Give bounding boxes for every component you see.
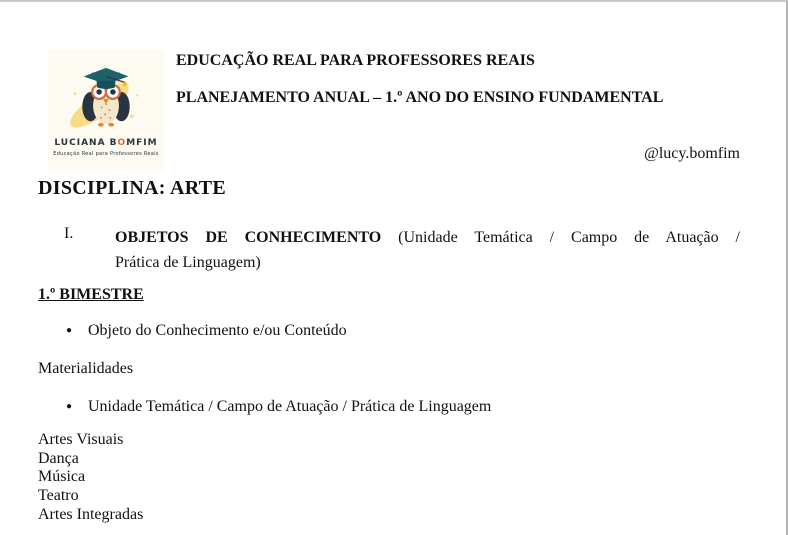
- bullet-item-thematic-unit: [66, 398, 491, 416]
- bullet-item-content-object: [66, 322, 347, 340]
- list-item: Teatro: [38, 487, 79, 505]
- section-heading: [115, 225, 740, 275]
- bullet-item-label: Objeto do Conhecimento e/ou Conteúdo: [88, 322, 347, 339]
- brand-tagline: Educação Real para Professores Reais: [53, 150, 159, 157]
- header-line-1: EDUCAÇÃO REAL PARA PROFESSORES REAIS: [176, 52, 535, 69]
- discipline-title: DISCIPLINA: ARTE: [38, 177, 227, 199]
- bimester-heading: 1.º BIMESTRE: [38, 286, 144, 303]
- section-numeral: I.: [64, 225, 74, 242]
- bullet-icon: ●: [66, 401, 73, 412]
- social-handle: @lucy.bomfim: [644, 145, 740, 162]
- owl-logo-icon: [56, 58, 156, 138]
- bullet-item-label: Unidade Temática / Campo de Atuação / Prática de Linguagem: [88, 398, 492, 415]
- bullet-icon: ●: [66, 325, 73, 336]
- brand-name: LUCIANA BOMFIM: [54, 138, 158, 148]
- list-item: Artes Integradas: [38, 505, 144, 523]
- art-languages-list: [38, 431, 143, 525]
- list-item: Dança: [38, 449, 79, 467]
- section-objects-of-knowledge: [64, 225, 740, 275]
- list-item: Artes Visuais: [38, 431, 124, 448]
- brand-logo: [48, 50, 164, 170]
- list-item: Música: [38, 468, 86, 486]
- paragraph-materialidades: Materialidades: [38, 360, 134, 377]
- header-line-2: PLANEJAMENTO ANUAL – 1.º ANO DO ENSINO FUNDAMENTAL: [176, 89, 664, 106]
- section-heading-line-1: OBJETOS DE CONHECIMENTO (Unidade Temática / Campo de Atuação /: [115, 229, 740, 246]
- section-heading-line-2: Prática de Linguagem): [115, 254, 261, 271]
